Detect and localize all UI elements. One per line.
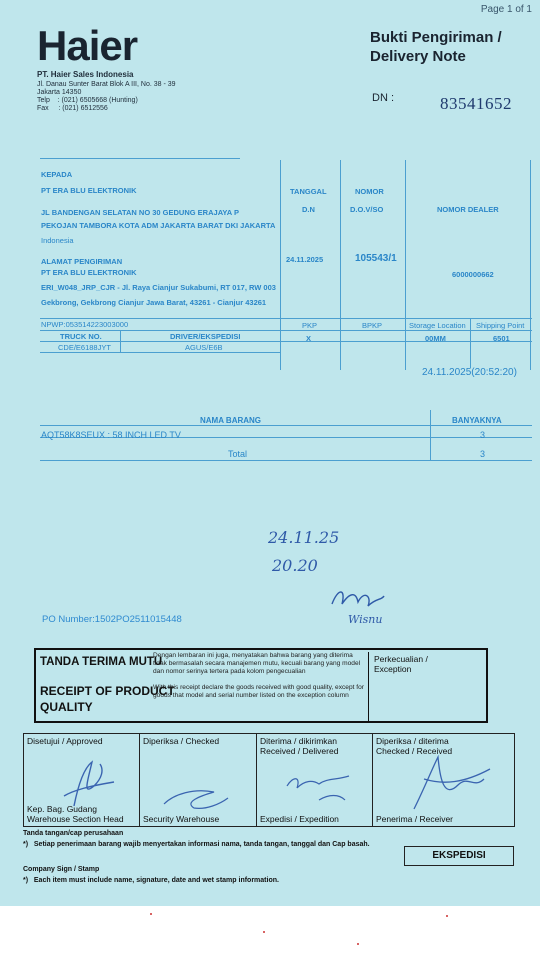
divider [530,160,531,370]
delivery-label: ALAMAT PENGIRIMAN [41,257,123,266]
bpkp-header: BPKP [362,321,383,330]
tanggal-value: 24.11.2025 [286,255,324,264]
stamp-label: Company Sign / Stamp [23,866,100,873]
divider [405,160,406,370]
po-number: PO Number:1502PO2511015448 [42,614,182,625]
stamp-note: *) Each item must include name, signature, date and wet stamp information. [23,877,279,884]
recipient-country: Indonesia [41,236,74,245]
document-title-line: Bukti Pengiriman / [370,29,502,46]
kepada-label: KEPADA [41,170,73,179]
received-label: Checked / Received [376,746,453,756]
warehouse-head-label: Warehouse Section Head [27,814,124,824]
company-phone: Telp : (021) 6505668 (Hunting) [37,97,138,104]
divider [256,734,257,826]
truck-value: CDE/E6188JYT [58,343,111,352]
nomor-header: NOMOR [355,187,384,196]
divider [40,352,280,353]
expedition-label: Expedisi / Expedition [260,814,339,824]
item-qty: 3 [480,430,486,440]
sign-note: *) Setiap penerimaan barang wajib menyertakan informasi nama, tanda tangan, tanggal dan Cap basah. [23,841,370,848]
shipping-header: Shipping Point [476,321,525,330]
speck [446,915,448,917]
approved-signature [44,756,124,811]
divider [40,318,532,319]
recipient-address: JL BANDENGAN SELATAN NO 30 GEDUNG ERAJAYA P [41,208,239,217]
warehouse-head-label: Kep. Bag. Gudang [27,804,97,814]
truck-header: TRUCK NO. [60,332,102,341]
delivery-address: ERI_W048_JRP_CJR - Jl. Raya Cianjur Sukabumi, RT 017, RW 003 [41,283,276,292]
divider [372,734,373,826]
approved-label: Disetujui / Approved [27,736,103,746]
speck [263,931,265,933]
delivered-label: Diterima / dikirimkan [260,736,337,746]
divider [139,734,140,826]
receipt-text-en: With this receipt declare the goods received with good quality, except for goods that model and serial number listed on the exception column [153,684,364,699]
speck [150,913,152,915]
handwritten-date: 24.11.25 [268,528,340,547]
nomor-value: 105543/1 [355,253,397,264]
divider [40,330,532,331]
divider [280,160,281,370]
security-label: Security Warehouse [143,814,220,824]
item-name-header: NAMA BARANG [200,416,262,425]
delivered-label: Received / Delivered [260,746,339,756]
nomor-dealer-value: 6000000662 [452,270,494,279]
divider [40,460,532,461]
signature-table [23,733,515,827]
checked-label: Diperiksa / Checked [143,736,220,746]
receiver-label: Penerima / Receiver [376,814,454,824]
npwp: NPWP:053514223003000 [41,320,129,329]
storage-value: 00MM [425,334,446,343]
handwritten-name: Wisnu [348,613,383,626]
receipt-title-en: QUALITY [40,700,93,714]
tanggal-sub-header: D.N [302,205,315,214]
divider [120,330,121,352]
handwritten-time: 20.20 [272,556,318,575]
divider [40,341,532,342]
receipt-title-en: RECEIPT OF PRODUCT [40,684,175,698]
company-name: PT. Haier Sales Indonesia [37,70,134,79]
company-address-line: Jakarta 14350 [37,89,82,96]
dn-label: DN : [372,92,394,104]
checked-signature [154,774,244,814]
recipient-name: PT ERA BLU ELEKTRONIK [41,186,137,195]
dn-number: 83541652 [440,94,512,113]
exception-label: Perkecualian / Exception [374,654,428,674]
receipt-title-id: TANDA TERIMA MUTU [40,656,163,668]
pkp-value: X [306,334,312,343]
recipient-address: PEKOJAN TAMBORA KOTA ADM JAKARTA BARAT DKI JAKARTA [41,221,276,230]
delivery-name: PT ERA BLU ELEKTRONIK [41,268,137,277]
document-title-line: Delivery Note [370,48,466,65]
received-signature [394,749,504,824]
copy-type-box: EKSPEDISI [404,846,514,866]
shipping-value: 6501 [493,334,510,343]
document-title [370,28,502,66]
page-number: Page 1 of 1 [480,4,532,15]
storage-header: Storage Location [409,321,466,330]
divider [368,652,369,722]
delivery-address: Gekbrong, Gekbrong Cianjur Jawa Barat, 43261 - Cianjur 43261 [41,298,267,307]
signature-scribble [328,586,388,614]
company-fax: Fax : (021) 6512556 [37,105,108,112]
driver-value: AGUS/E6B [185,343,223,352]
nomor-sub-header: D.O.V/SO [350,205,384,214]
item-name: AQT58K8SEUX : 58 INCH LED TV [41,430,181,440]
divider [340,160,341,370]
divider [470,318,471,368]
divider [430,410,431,460]
total-label: Total [228,449,248,459]
receipt-text-id: Dengan lembaran ini juga, menyatakan bahwa barang yang diterima tidak bermasalah secara manajemen mutu, kecuali barang yang model dan nomor serinya tertera pada kolom pengecualian [153,652,361,675]
bracket [34,648,39,723]
pkp-header: PKP [302,321,318,330]
item-qty-header: BANYAKNYA [452,416,502,425]
tanggal-header: TANGGAL [290,187,327,196]
company-address-line: Jl. Danau Sunter Barat Blok A III, No. 38 - 39 [37,81,176,88]
sign-label: Tanda tangan/cap perusahaan [23,830,124,837]
divider [40,425,532,426]
total-qty: 3 [480,449,486,459]
speck [357,943,359,945]
print-timestamp: 24.11.2025(20:52:20) [422,367,517,378]
delivered-signature [279,764,369,809]
received-label: Diperiksa / diterima [376,736,449,746]
haier-logo: Haier [37,22,138,69]
bracket [483,648,488,723]
nomor-dealer-header: NOMOR DEALER [437,205,499,214]
driver-header: DRIVER/EKSPEDISI [170,332,241,341]
divider [40,158,240,159]
